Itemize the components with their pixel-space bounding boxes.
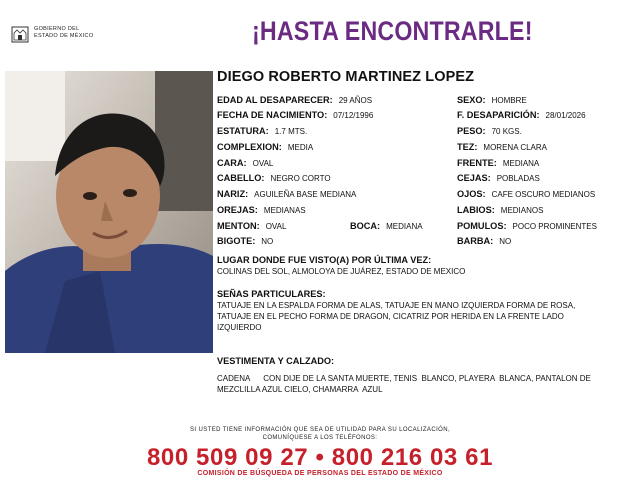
row-boca: BOCA: MEDIANA	[350, 221, 423, 231]
row-sexo: SEXO: HOMBRE	[457, 95, 527, 105]
clothing-title: VESTIMENTA Y CALZADO:	[217, 356, 335, 366]
phone-numbers: 800 509 09 27 • 800 216 03 61	[146, 444, 494, 471]
row-fecha-nacimiento: FECHA DE NACIMIENTO: 07/12/1996	[217, 110, 374, 120]
row-estatura: ESTATURA: 1.7 MTS.	[217, 126, 308, 136]
row-nariz: NARIZ: AGUILEÑA BASE MEDIANA	[217, 189, 357, 199]
commission-name: COMISIÓN DE BÚSQUEDA DE PERSONAS DEL ESTADO DE MÉXICO	[197, 470, 443, 477]
particular-signs-title: SEÑAS PARTICULARES:	[217, 289, 326, 299]
row-cabello: CABELLO: NEGRO CORTO	[217, 173, 331, 183]
last-seen-title: LUGAR DONDE FUE VISTO(A) POR ÚLTIMA VEZ:	[217, 255, 432, 265]
row-edad: EDAD AL DESAPARECER: 29 AÑOS	[217, 95, 373, 105]
row-pomulos: POMULOS: POCO PROMINENTES	[457, 221, 597, 231]
particular-signs-text: TATUAJE EN LA ESPALDA FORMA DE ALAS, TATUAJE EN MANO IZQUIERDA FORMA DE ROSA, TATUAJE EN EL PECHO FORMA DE DRAGON, CICATRIZ POR HERIDA EN LA FRENTE LADO IZQUIERDO	[217, 301, 576, 332]
footer-note-line2: COMUNÍQUESE A LOS TELÉFONOS:	[262, 435, 378, 441]
person-photo	[5, 71, 213, 353]
headline: ¡HASTA ENCONTRARLE!	[252, 16, 533, 46]
row-bigote: BIGOTE: NO	[217, 236, 274, 246]
row-frente: FRENTE: MEDIANA	[457, 158, 540, 168]
row-labios: LABIOS: MEDIANOS	[457, 205, 544, 215]
photo-illustration	[5, 71, 213, 353]
row-menton: MENTON: OVAL	[217, 221, 287, 231]
person-name: DIEGO ROBERTO MARTINEZ LOPEZ	[217, 69, 475, 85]
state-seal-icon	[10, 24, 30, 44]
row-tez: TEZ: MORENA CLARA	[457, 142, 547, 152]
row-orejas: OREJAS: MEDIANAS	[217, 205, 306, 215]
government-logo	[10, 22, 120, 48]
row-ojos: OJOS: CAFE OSCURO MEDIANOS	[457, 189, 596, 199]
row-complexion: COMPLEXION: MEDIA	[217, 142, 314, 152]
row-peso: PESO: 70 KGS.	[457, 126, 522, 136]
row-cara: CARA: OVAL	[217, 158, 274, 168]
row-cejas: CEJAS: POBLADAS	[457, 173, 540, 183]
footer-note-line1: SI USTED TIENE INFORMACIÓN QUE SEA DE UTILIDAD PARA SU LOCALIZACIÓN,	[189, 427, 451, 433]
row-barba: BARBA: NO	[457, 236, 512, 246]
clothing-text: CADENA CON DIJE DE LA SANTA MUERTE, TENIS BLANCO, PLAYERA BLANCA, PANTALON DE MEZCLILLA AZUL CIELO, CHAMARRA AZUL	[217, 374, 594, 394]
last-seen-text: COLINAS DEL SOL, ALMOLOYA DE JUÁREZ, ESTADO DE MEXICO	[217, 267, 466, 276]
logo-text: GOBIERNO DEL ESTADO DE MÉXICO	[34, 26, 94, 39]
row-fecha-desaparicion: F. DESAPARICIÓN: 28/01/2026	[457, 110, 586, 120]
